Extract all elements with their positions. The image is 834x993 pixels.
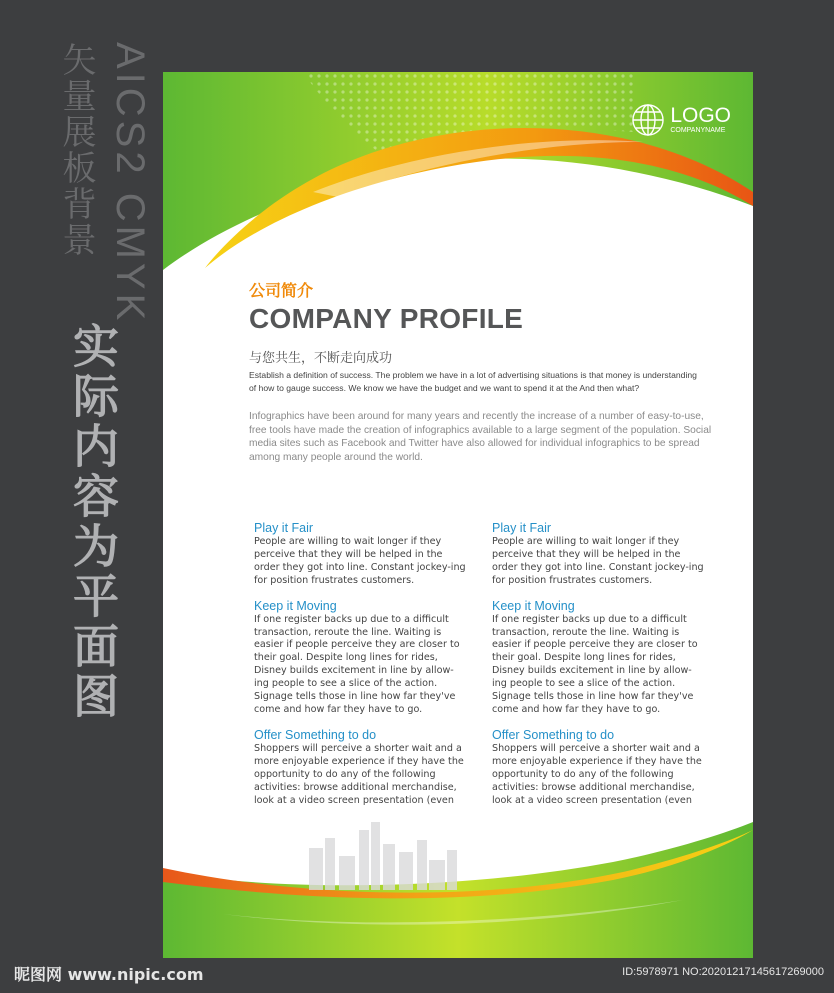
column-left bbox=[254, 521, 468, 818]
poster bbox=[163, 72, 753, 958]
watermark-id: ID:5978971 NO:20201217145617269000 bbox=[622, 966, 824, 978]
section-title: Keep it Moving bbox=[254, 598, 337, 613]
section-offer-something bbox=[254, 728, 468, 808]
section-play-fair bbox=[254, 521, 468, 588]
city-skyline-image bbox=[299, 820, 459, 890]
section-body: People are willing to wait longer if they perceive that they will be helped in the order they got into line. Constant jockey-ing for position frustrates customers. bbox=[254, 536, 466, 586]
company-logo bbox=[630, 102, 731, 138]
side-vertical-labels bbox=[52, 42, 152, 324]
side-notice: 实际内容为平面图 bbox=[66, 322, 120, 722]
section-body: If one register backs up due to a difficult transaction, reroute the line. Waiting is easier if people perceive they are closer to their goal. Despite long lines for rides, Disney builds excitement in line by allow-ing people to see a slice of the action. Signage tells those in line how far they've come and how far they have to go. bbox=[492, 613, 698, 715]
section-title: Offer Something to do bbox=[254, 727, 377, 742]
side-label-format: AICS2 CMYK bbox=[108, 42, 152, 325]
title-chinese: 公司简介 bbox=[249, 281, 314, 300]
subtitle: 与您共生，不断走向成功 bbox=[249, 351, 393, 366]
section-offer-something bbox=[492, 728, 706, 808]
section-play-fair bbox=[492, 521, 706, 588]
section-keep-moving bbox=[492, 599, 706, 717]
watermark-site: 昵图网 www.nipic.com bbox=[14, 965, 204, 984]
logo-text: LOGO bbox=[670, 103, 731, 127]
infographics-paragraph: Infographics have been around for many years and recently the increase of a number of easy-to-use, free tools have made the creation of infographics available to a large segment of the population. Social media sites such as Facebook and Twitter have also allowed for individual infographics to be spread among many people around the world. bbox=[249, 411, 712, 463]
section-body: People are willing to wait longer if they perceive that they will be helped in the order they got into line. Constant jockey-ing for position frustrates customers. bbox=[492, 536, 704, 586]
section-body: Shoppers will perceive a shorter wait and a more enjoyable experience if they have the opportunity to do any of the following activities: browse additional merchandise, look at a video screen presentation (even bbox=[254, 742, 464, 806]
section-body: Shoppers will perceive a shorter wait and a more enjoyable experience if they have the opportunity to do any of the following activities: browse additional merchandise, look at a video screen presentation (even bbox=[492, 742, 702, 806]
section-keep-moving bbox=[254, 599, 468, 717]
section-title: Play it Fair bbox=[254, 521, 314, 535]
section-title: Offer Something to do bbox=[492, 727, 615, 742]
profile-header bbox=[249, 278, 719, 464]
section-title: Keep it Moving bbox=[492, 598, 575, 613]
column-right bbox=[492, 521, 706, 818]
logo-subtext: COMPANYNAME bbox=[670, 126, 726, 134]
globe-icon bbox=[630, 102, 666, 138]
section-title: Play it Fair bbox=[492, 521, 552, 535]
title-english: COMPANY PROFILE bbox=[249, 303, 524, 334]
section-body: If one register backs up due to a difficult transaction, reroute the line. Waiting is easier if people perceive they are closer to their goal. Despite long lines for rides, Disney builds excitement in line by allow-ing people to see a slice of the action. Signage tells those in line how far they've come and how far they have to go. bbox=[254, 613, 460, 715]
side-label-type: 矢量展板背景 bbox=[56, 42, 96, 258]
intro-paragraph: Establish a definition of success. The problem we have in a lot of advertising situations is that money is understanding of how to gauge success. We know we have the budget and we want to spend it at the And then what? bbox=[249, 370, 697, 393]
content-columns bbox=[254, 521, 714, 818]
